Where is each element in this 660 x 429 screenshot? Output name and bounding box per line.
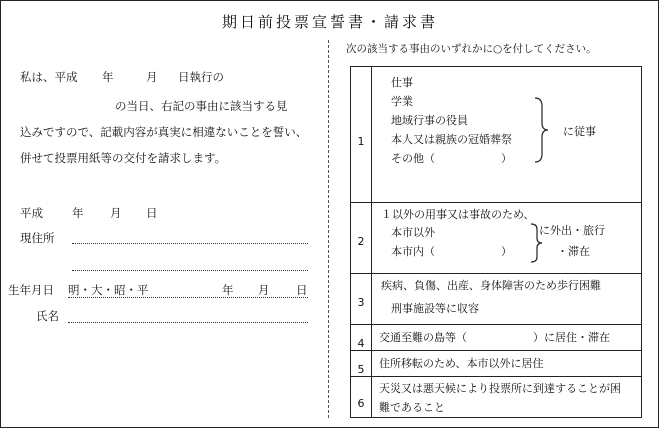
reason-item-work: 仕事 [391, 76, 413, 89]
date-era: 平成 [20, 206, 43, 220]
birthdate-field-line[interactable] [68, 297, 308, 298]
date-year: 年 [72, 206, 84, 220]
oath-line-2: の当日、右記の事由に該当する見 [115, 99, 288, 113]
reason-row-4[interactable] [351, 324, 641, 350]
address-field-line-2[interactable] [72, 270, 308, 271]
reason-item-other: その他（ ） [391, 152, 512, 165]
reason-2-inside-city: 本市内（ ） [391, 245, 512, 258]
form-title: 期日前投票宣誓書・請求書 [221, 13, 438, 31]
oath-day-suffix: 日執行の [178, 70, 224, 84]
reason-row-1[interactable] [351, 67, 641, 202]
reason-number: 2 [357, 235, 365, 248]
oath-prefix: 私は、平成 [20, 70, 78, 84]
reasons-heading: 次の該当する事由のいずれかに○を付してください。 [346, 43, 597, 55]
reason-5-line-1: 住所移転のため、本市以外に居住 [379, 357, 544, 370]
birthdate-day: 日 [296, 283, 308, 297]
reason-number: 5 [357, 363, 365, 376]
reason-6-line-2: 難であること [379, 401, 445, 414]
birthdate-eras: 明・大・昭・平 [68, 283, 149, 297]
name-label: 氏名 [36, 309, 59, 323]
oath-month: 月 [146, 70, 158, 84]
reason-item-study: 学業 [391, 95, 413, 108]
name-field-line[interactable] [68, 322, 308, 323]
reason-item-ceremony: 本人又は親族の冠婚葬祭 [391, 133, 512, 146]
oath-year: 年 [102, 70, 114, 84]
address-field-line-1[interactable] [72, 243, 308, 244]
oath-line-3: 込みですので、記載内容が真実に相違ないことを誓い、 [20, 125, 308, 139]
reason-3-line-2: 刑事施設等に収容 [391, 302, 479, 315]
reason-2-stay: ・滞在 [557, 245, 590, 258]
reason-number: 3 [357, 296, 365, 309]
reasons-table [350, 66, 642, 418]
reason-number: 6 [357, 397, 365, 410]
address-label: 現住所 [20, 231, 55, 245]
reason-row-2[interactable] [351, 202, 641, 273]
reason-row-6[interactable] [351, 376, 641, 418]
reason-2-line-1: １以外の用事又は事故のため、 [381, 208, 535, 221]
birthdate-year: 年 [222, 283, 234, 297]
reason-item-community-role: 地域行事の役員 [391, 114, 468, 127]
reason-2-outside-city: 本市以外 [391, 226, 435, 239]
birthdate-label: 生年月日 [8, 283, 54, 297]
reason-row-3[interactable] [351, 273, 641, 324]
reason-number: 4 [357, 337, 365, 350]
date-month: 月 [110, 206, 122, 220]
reason-2-outing-travel: に外出・旅行 [539, 224, 605, 237]
reason-row-5[interactable] [351, 350, 641, 376]
date-day: 日 [146, 206, 158, 220]
reason-6-line-1: 天災又は悪天候により投票所に到達することが困 [379, 382, 621, 395]
reason-1-engaged-in: に従事 [563, 125, 596, 138]
right-brace-icon [533, 97, 549, 163]
reason-number: 1 [357, 135, 365, 148]
center-divider [328, 40, 329, 418]
oath-line-4: 併せて投票用紙等の交付を請求します。 [20, 151, 227, 165]
reason-4-line-1: 交通至難の島等（ ）に居住・滞在 [379, 331, 610, 344]
birthdate-month: 月 [258, 283, 270, 297]
reason-3-line-1: 疾病、負傷、出産、身体障害のため歩行困難 [381, 279, 601, 292]
